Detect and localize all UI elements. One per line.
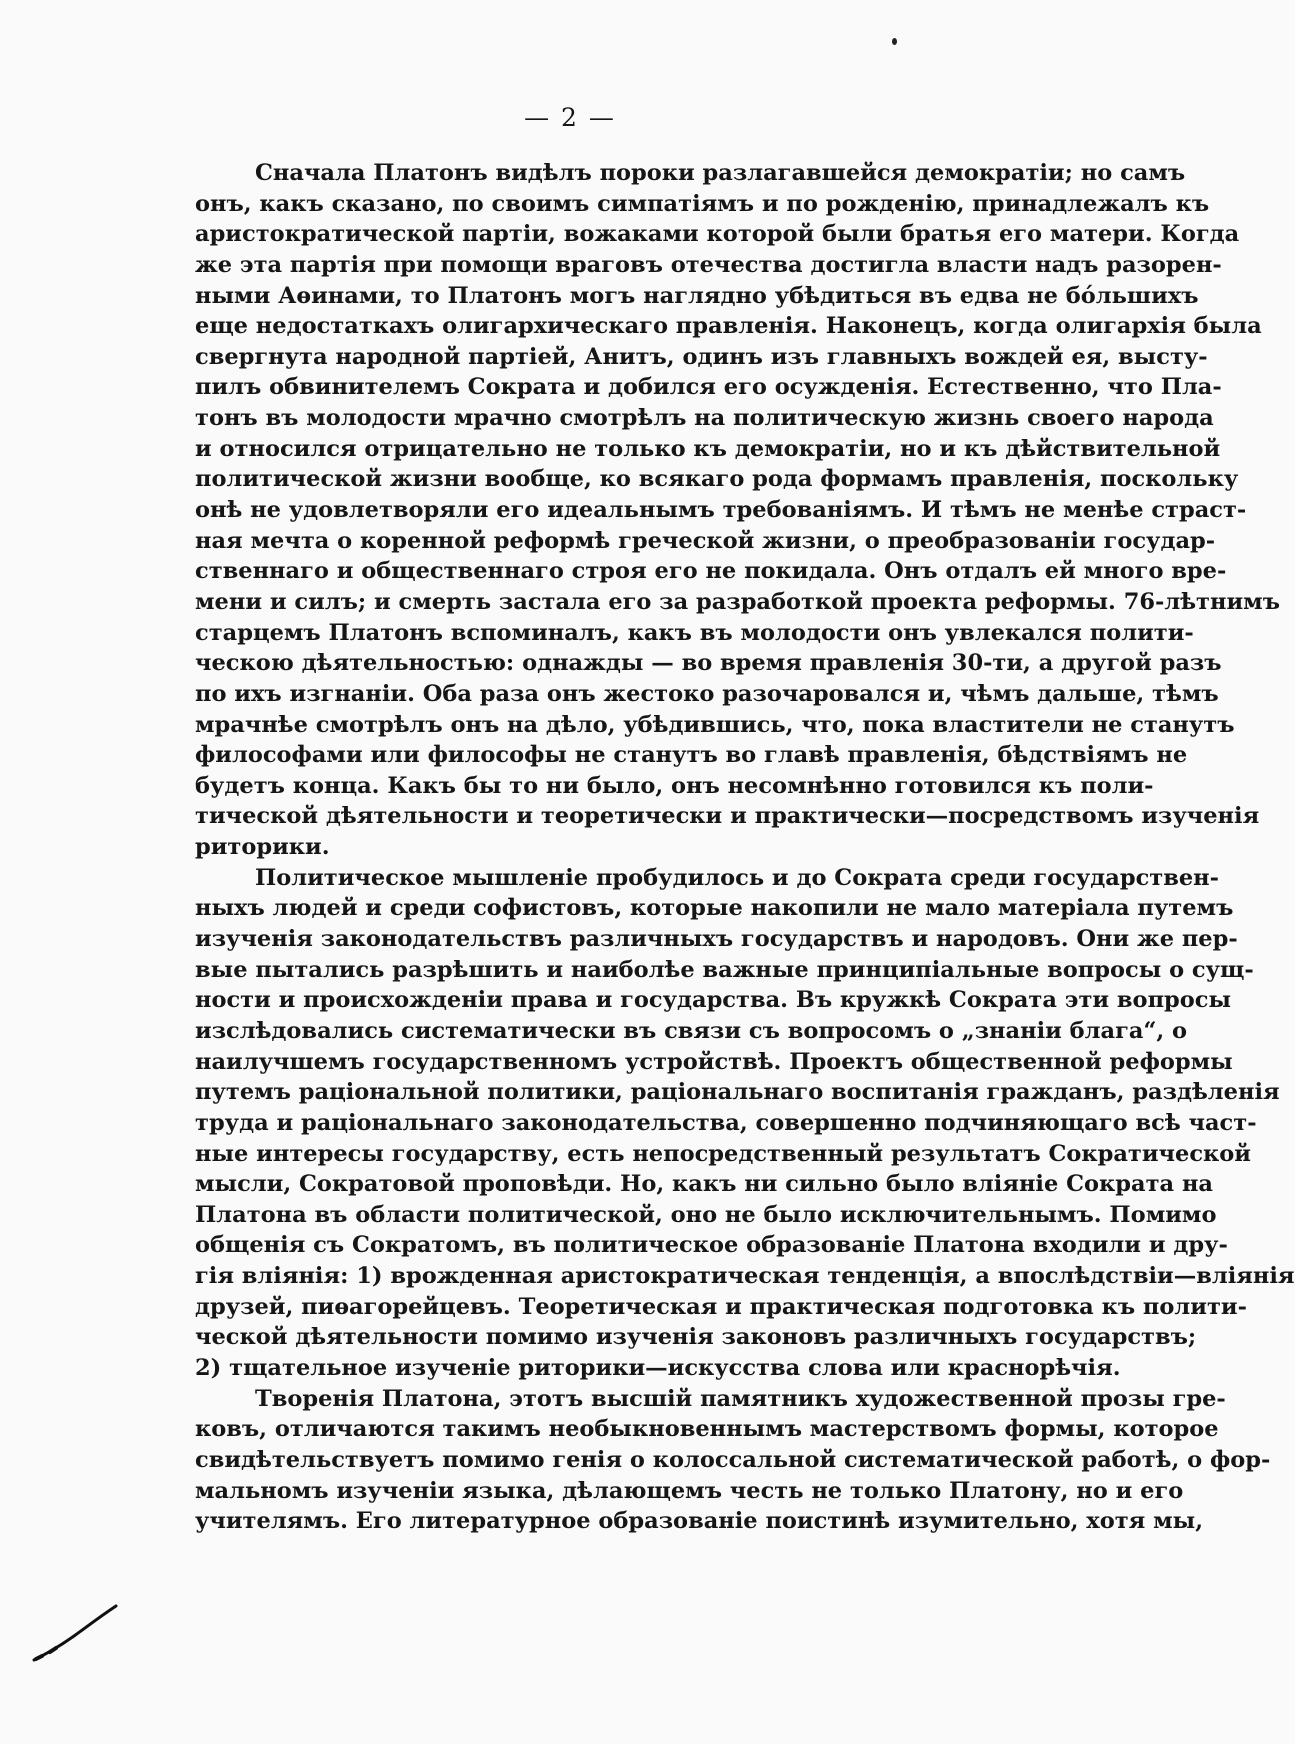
text-line: Политическое мышленіе пробудилось и до Сократа среди государствен-: [255, 864, 1219, 891]
text-line: политической жизни вообще, ко всякаго рода формамъ правленія, поскольку: [195, 466, 1239, 493]
body-text: [195, 158, 1295, 1537]
text-line: старцемъ Платонъ вспоминалъ, какъ въ молодости онъ увлекался полити-: [195, 619, 1194, 646]
text-line: ная мечта о коренной реформѣ греческой жизни, о преобразованіи государ-: [195, 527, 1216, 554]
text-line: свидѣтельствуетъ помимо генія о колоссальной систематической работѣ, о фор-: [195, 1446, 1271, 1473]
text-line: по ихъ изгнаніи. Оба раза онъ жестоко разочаровался и, чѣмъ дальше, тѣмъ: [195, 680, 1219, 707]
text-line: 2) тщательное изученіе риторики—искусства слова или краснорѣчія.: [195, 1354, 1121, 1381]
text-line: же эта партія при помощи враговъ отечества достигла власти надъ разорен-: [195, 251, 1222, 278]
text-line: и относился отрицательно не только къ демократіи, но и къ дѣйствительной: [195, 435, 1221, 462]
text-line: пилъ обвинителемъ Сократа и добился его осужденія. Естественно, что Пла-: [195, 374, 1222, 401]
text-line: онѣ не удовлетворяли его идеальнымъ требованіямъ. И тѣмъ не менѣе страст-: [195, 497, 1247, 524]
paragraph: [195, 158, 1280, 863]
text-line: изслѣдовались систематически въ связи съ вопросомъ о „знаніи блага“, о: [195, 1017, 1188, 1044]
text-line: тической дѣятельности и теоретически и практически—посредствомъ изученія: [195, 803, 1260, 830]
text-line: мальномъ изученіи языка, дѣлающемъ честь не только Платону, но и его: [195, 1477, 1184, 1504]
handwritten-pen-stroke: [30, 1590, 120, 1670]
text-line: ныхъ людей и среди софистовъ, которые накопили не мало матеріала путемъ: [195, 895, 1234, 922]
text-line: Сначала Платонъ видѣлъ пороки разлагавшейся демократіи; но самъ: [255, 160, 1186, 186]
text-line: Творенія Платона, этотъ высшій памятникъ художественной прозы гре-: [255, 1385, 1226, 1412]
text-line: философами или философы не станутъ во главѣ правленія, бѣдствіямъ не: [195, 742, 1188, 769]
text-line: изученія законодательствъ различныхъ государствъ и народовъ. Они же пер-: [195, 926, 1238, 953]
text-line: гія вліянія: 1) врожденная аристократическая тенденція, а впослѣдствіи—вліянія: [195, 1263, 1295, 1290]
text-line: ными Аѳинами, то Платонъ могъ наглядно убѣдиться въ едва не бо́льшихъ: [195, 282, 1199, 309]
text-line: ческою дѣятельностью: однажды — во время правленія 30-ти, а другой разъ: [195, 650, 1222, 677]
ink-speck: [892, 38, 897, 45]
text-line: общенія съ Сократомъ, въ политическое образованіе Платона входили и дру-: [195, 1232, 1228, 1259]
text-line: ковъ, отличаются такимъ необыкновеннымъ мастерствомъ формы, которое: [195, 1416, 1219, 1443]
text-line: ные интересы государству, есть непосредственный результатъ Сократической: [195, 1140, 1251, 1167]
text-line: мени и силъ; и смерть застала его за разработкой проекта реформы. 76-лѣтнимъ: [195, 588, 1280, 615]
text-line: ственнаго и общественнаго строя его не покидала. Онъ отдалъ ей много вре-: [195, 558, 1227, 585]
page-number: — 2 —: [524, 103, 616, 132]
text-line: наилучшемъ государственномъ устройствѣ. Проектъ общественной реформы: [195, 1048, 1233, 1075]
text-line: мрачнѣе смотрѣлъ онъ на дѣло, убѣдившись, что, пока властители не станутъ: [195, 711, 1235, 738]
text-line: друзей, пиѳагорейцевъ. Теоретическая и практическая подготовка къ полити-: [195, 1293, 1247, 1320]
text-line: ческой дѣятельности помимо изученія законовъ различныхъ государствъ;: [195, 1324, 1197, 1351]
text-line: мысли, Сократовой проповѣди. Но, какъ ни сильно было вліяніе Сократа на: [195, 1171, 1213, 1198]
paragraph: [195, 1384, 1271, 1537]
text-line: риторики.: [195, 834, 330, 861]
text-line: тонъ въ молодости мрачно смотрѣлъ на политическую жизнь своего народа: [195, 405, 1214, 432]
text-line: учителямъ. Его литературное образованіе поистинѣ изумительно, хотя мы,: [195, 1508, 1204, 1535]
text-line: Платона въ области политической, оно не было исключительнымъ. Помимо: [195, 1201, 1217, 1228]
text-line: онъ, какъ сказано, по своимъ симпатіямъ и по рожденію, принадлежалъ къ: [195, 190, 1210, 217]
text-line: вые пытались разрѣшить и наиболѣе важные принципіальные вопросы о сущ-: [195, 956, 1254, 983]
paragraph: [195, 863, 1295, 1384]
text-line: еще недостаткахъ олигархическаго правленія. Наконецъ, когда олигархія была: [195, 313, 1262, 340]
text-line: ности и происхожденіи права и государства. Въ кружкѣ Сократа эти вопросы: [195, 987, 1232, 1014]
text-line: труда и раціональнаго законодательства, совершенно подчиняющаго всѣ част-: [195, 1109, 1257, 1136]
text-line: свергнута народной партіей, Анитъ, одинъ изъ главныхъ вождей ея, высту-: [195, 343, 1208, 370]
text-line: будетъ конца. Какъ бы то ни было, онъ несомнѣнно готовился къ поли-: [195, 772, 1154, 799]
text-line: аристократической партіи, вожаками которой были братья его матери. Когда: [195, 221, 1240, 248]
text-line: путемъ раціональной политики, раціональнаго воспитанія гражданъ, раздѣленія: [195, 1079, 1280, 1106]
